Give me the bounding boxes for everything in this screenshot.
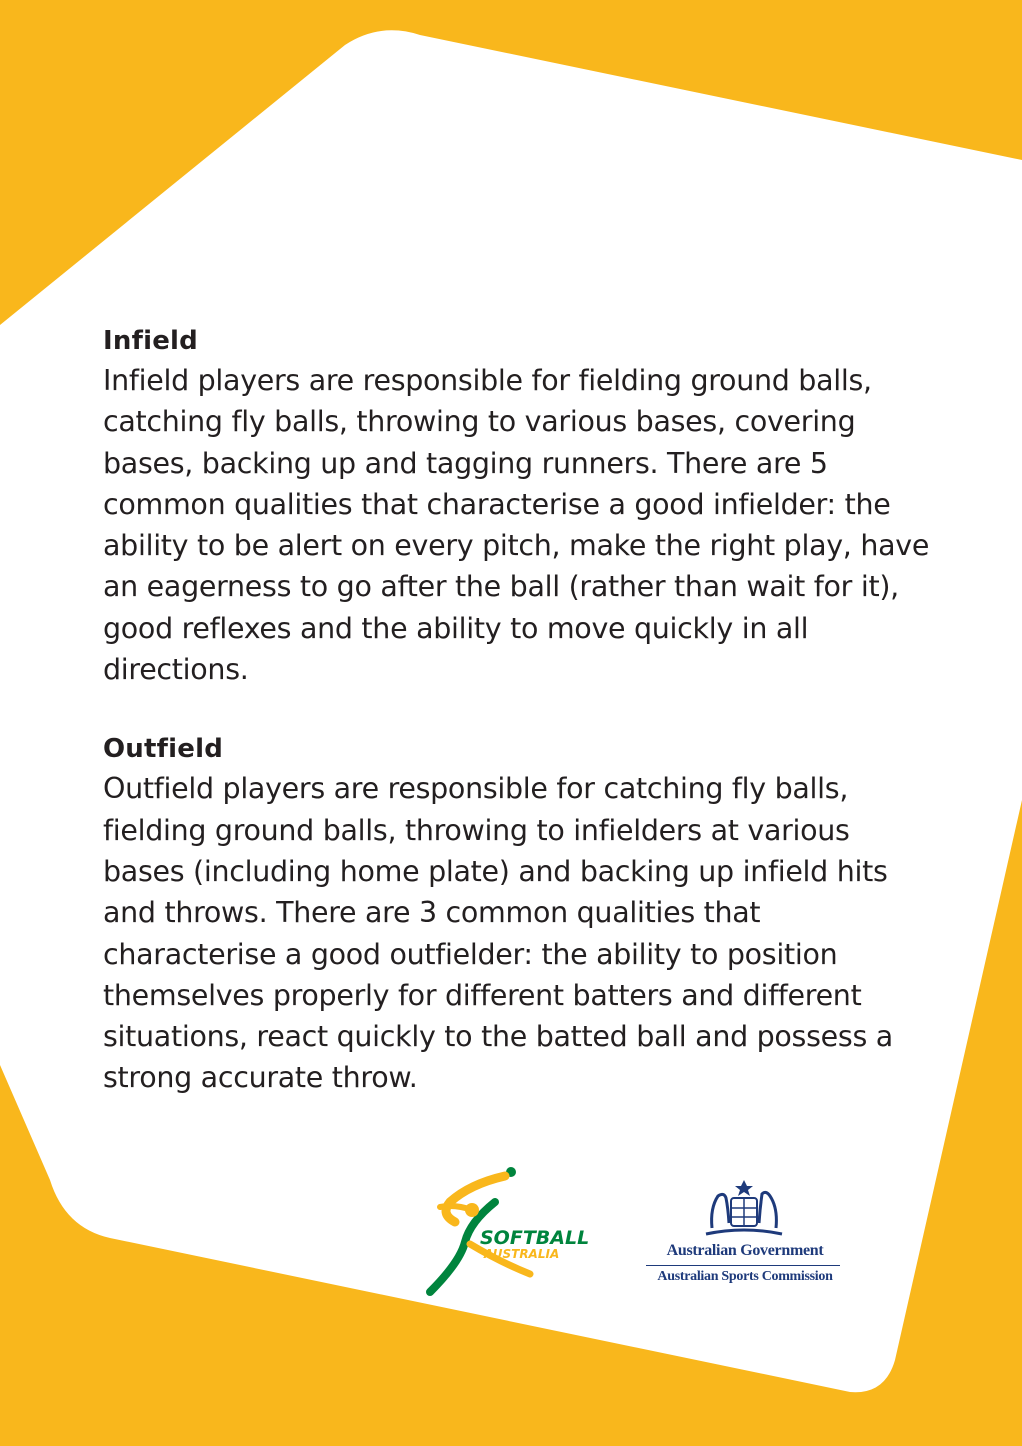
infield-description: Infield players are responsible for fielding ground balls, catching fly balls, throwing to various bases, covering bases, backing up and tagging runners. There are 5 common qualities that characterise a good infielder: the ability to be alert on every pitch, make the right play, have an eagerness to go after the ball (rather than wait for it), good reflexes and the ability to move quickly in all directions.: [103, 364, 930, 687]
softball-logo-text: SOFTBALL: [480, 1227, 590, 1249]
sports-commission-text: Australian Sports Commission: [657, 1269, 833, 1284]
main-content: [103, 322, 933, 1099]
logo-divider: [646, 1265, 840, 1266]
australian-government-text: Australian Government: [666, 1242, 824, 1259]
australian-government-logo: [640, 1178, 850, 1290]
australia-logo-text: AUSTRALIA: [484, 1247, 560, 1261]
infield-heading: Infield: [103, 326, 198, 356]
outfield-description: Outfield players are responsible for catching fly balls, fielding ground balls, throwing to infielders at various bases (including home plate) and backing up infield hits and throws. There are 3 common qualities that characterise a good outfielder: the ability to position themselves properly for different batters and different situations, react quickly to the batted ball and possess a strong accurate throw.: [103, 772, 893, 1095]
outfield-heading: Outfield: [103, 734, 224, 765]
softball-australia-logo: [410, 1162, 600, 1302]
coat-of-arms-icon: [698, 1178, 790, 1240]
section-spacer: [103, 690, 933, 730]
